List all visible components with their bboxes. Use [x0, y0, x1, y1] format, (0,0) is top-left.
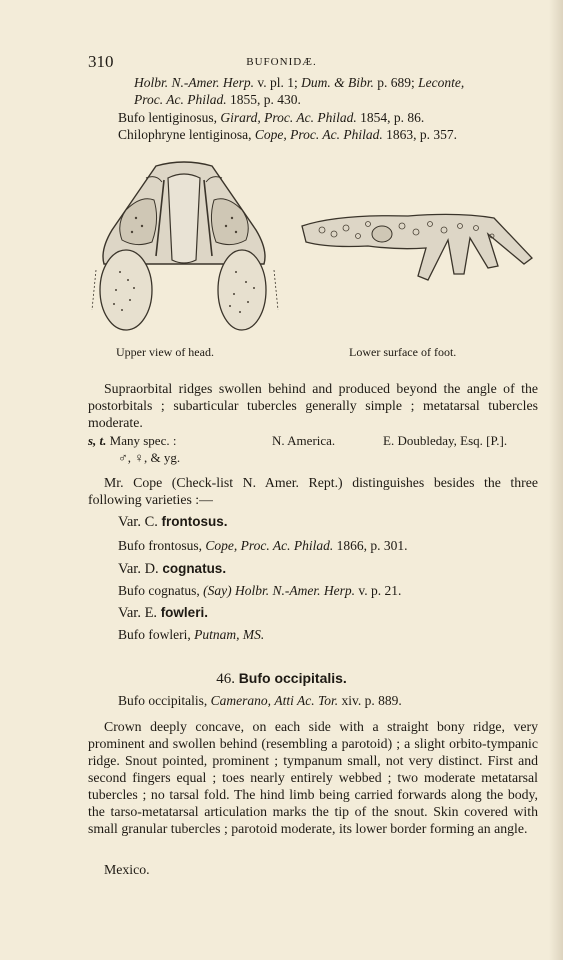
specimen-locality: N. America. — [272, 433, 336, 448]
specimen-sex: ♂, ♀, & yg. — [118, 450, 181, 465]
page-number: 310 — [88, 52, 114, 71]
specimen-donor: E. Doubleday, Esq. [P.]. — [383, 433, 508, 448]
variety-d-heading: Var. D. cognatus. — [118, 561, 227, 577]
species-synonym: Bufo occipitalis, Camerano, Atti Ac. Tor. xiv. p. 889. — [118, 693, 402, 708]
species-description-1: Supraorbital ridges swollen behind and produced beyond the angle of the postorbitals ; subarticular tubercles generally simple ; metatarsal tubercles moderate. — [88, 381, 538, 430]
specimen-line: s, t. Many spec. : — [88, 433, 177, 448]
synonymy-line-3: Bufo lentiginosus, Girard, Proc. Ac. Philad. 1854, p. 86. — [118, 110, 425, 125]
head-figure-caption: Upper view of head. — [116, 345, 214, 359]
species-description: Crown deeply concave, on each side with a straight bony ridge, very prominent and swollen behind (resembling a parotoid) ; a slight orbito-tympanic ridge. Snout pointed, prominent ; tympanum small, not very distinct. First and second fingers equal ; toes nearly entirely webbed ; two moderate metatarsal tubercles ; no tarsal fold. The hind limb being carried forwards along the body, the tarso-metatarsal articulation marks the tip of the snout. Skin covered with small granular tubercles ; parotoid moderate, its lower border forming an angle. — [88, 719, 538, 836]
page-edge-shadow — [549, 0, 563, 960]
variety-d-synonym: Bufo cognatus, (Say) Holbr. N.-Amer. Herp. v. p. 21. — [118, 583, 402, 598]
variety-c-synonym: Bufo frontosus, Cope, Proc. Ac. Philad. 1866, p. 301. — [118, 538, 408, 553]
species-heading: 46. Bufo occipitalis. — [216, 670, 347, 687]
synonymy-line-1: Holbr. N.-Amer. Herp. v. pl. 1; Dum. & Bibr. p. 689; Leconte, — [134, 75, 465, 90]
variety-e-synonym: Bufo fowleri, Putnam, MS. — [118, 627, 265, 642]
species-locality: Mexico. — [104, 862, 150, 877]
foot-figure-caption: Lower surface of foot. — [349, 345, 457, 359]
toad-foot-illustration — [298, 208, 536, 288]
toad-head-illustration — [86, 160, 282, 336]
cope-note: Mr. Cope (Check-list N. Amer. Rept.) distinguishes besides the three following varieties :— — [88, 475, 538, 507]
variety-e-heading: Var. E. fowleri. — [118, 605, 208, 621]
variety-c-heading: Var. C. frontosus. — [118, 514, 228, 530]
running-head: BUFONIDÆ. — [246, 56, 317, 68]
synonymy-line-4: Chilophryne lentiginosa, Cope, Proc. Ac. Philad. 1863, p. 357. — [118, 127, 457, 142]
synonymy-line-2: Proc. Ac. Philad. 1855, p. 430. — [134, 92, 301, 107]
